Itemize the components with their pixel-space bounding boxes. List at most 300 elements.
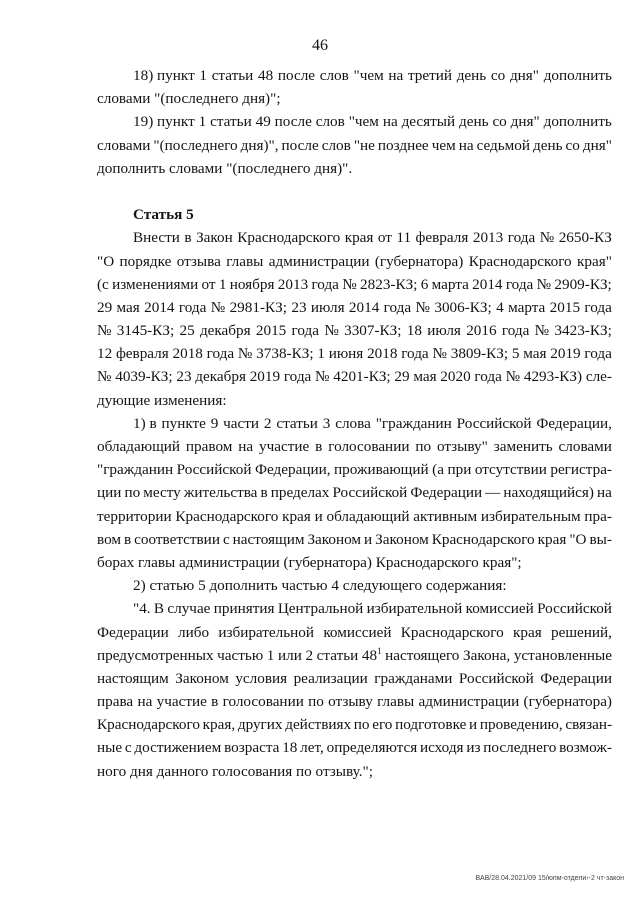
word: 49 — [255, 113, 271, 131]
word: из — [466, 739, 481, 757]
word: соответствии — [134, 530, 220, 548]
word: обладающий — [326, 507, 410, 525]
word: позднее — [377, 136, 429, 154]
word: Закон — [196, 229, 233, 247]
word: "гражданин — [97, 461, 174, 479]
word: при — [447, 461, 472, 479]
word: последнего — [483, 739, 557, 757]
word: третий — [407, 67, 453, 84]
word: по — [308, 693, 324, 711]
word: 25 — [179, 322, 195, 340]
word: 4293-КЗ) — [523, 368, 583, 386]
word: № — [324, 322, 339, 340]
word: "О — [569, 530, 587, 548]
word: по — [415, 438, 432, 455]
word: $48^1$ — [361, 645, 382, 664]
word: Российской — [176, 461, 252, 479]
word: года — [383, 298, 412, 316]
word: активным — [413, 507, 478, 525]
word: администрации — [268, 252, 370, 270]
word: день — [456, 67, 487, 84]
word: 2 — [305, 646, 314, 664]
word: декабря — [195, 368, 246, 386]
word: "О — [97, 252, 115, 270]
text-line — [97, 713, 612, 736]
word: настоящим — [232, 530, 305, 548]
word: по — [353, 716, 370, 734]
word: 12 — [97, 345, 113, 363]
word: 2016 — [466, 322, 497, 340]
word: после — [274, 113, 312, 131]
word: № — [539, 229, 555, 247]
word: года — [178, 298, 207, 316]
word: на — [388, 67, 404, 84]
text-line — [97, 389, 612, 412]
word: 2823-КЗ; — [360, 275, 418, 293]
word: Федерации, — [255, 461, 331, 479]
word: марта — [431, 275, 469, 293]
word: Внести — [133, 229, 180, 247]
word: 3307-КЗ; — [344, 322, 402, 340]
word: 2014 — [144, 298, 175, 316]
word: Законом — [307, 530, 362, 548]
word: от — [201, 275, 216, 293]
word: (а — [432, 461, 444, 479]
word: от — [377, 229, 392, 247]
word: 2020 — [440, 368, 471, 386]
word: № — [342, 275, 357, 293]
paragraph-gap — [97, 180, 612, 203]
text-line — [97, 342, 612, 365]
word: настоящего — [385, 646, 460, 664]
text-line — [97, 644, 612, 667]
word: 11 — [396, 229, 412, 247]
text-line — [97, 574, 612, 597]
word: отзыва — [176, 252, 221, 270]
word: в — [184, 229, 192, 247]
word: вом — [97, 530, 121, 548]
text-line — [97, 250, 612, 273]
word: решений, — [550, 623, 612, 641]
word: № — [210, 298, 226, 316]
word: Законом — [175, 669, 229, 687]
word: словами "(последнего дня)"; — [97, 90, 281, 108]
word: мая — [523, 345, 547, 363]
word: исходя — [419, 739, 464, 757]
word: слов — [321, 136, 351, 154]
text-line — [97, 134, 612, 157]
word: "(последнего — [153, 136, 238, 154]
text-line — [97, 412, 612, 435]
word: 3 — [322, 414, 331, 432]
word: Федерации — [97, 623, 169, 641]
word: (с — [97, 275, 109, 293]
word: 2019 — [249, 368, 281, 386]
word: достижением — [134, 739, 222, 757]
word: месту — [143, 484, 181, 502]
word: Краснодарского — [468, 252, 572, 270]
word: 1 — [266, 646, 275, 664]
word: десятый — [401, 113, 456, 131]
word: мая — [116, 298, 140, 316]
word: дополнить — [543, 67, 612, 84]
word: предусмотренных — [97, 646, 214, 664]
word: 2014 — [348, 298, 380, 316]
word: В — [153, 600, 165, 618]
word: установленные — [513, 646, 612, 664]
word: регистра- — [550, 461, 612, 479]
word: № — [315, 368, 330, 386]
word: голосовании — [328, 438, 410, 455]
word: № — [97, 368, 112, 386]
word: дующие изменения: — [97, 391, 227, 409]
word: 2013 — [277, 275, 309, 293]
word: 2015 — [255, 322, 287, 340]
word: края — [344, 229, 374, 247]
word: возмож- — [559, 739, 612, 757]
word: территории — [97, 507, 172, 525]
word: связан- — [565, 716, 612, 734]
word: 18 — [406, 322, 422, 340]
word: проведению, — [479, 716, 563, 734]
word: 9 — [210, 414, 219, 432]
word: и — [314, 507, 323, 525]
word: 2018 — [172, 345, 203, 363]
word: 4039-КЗ; — [115, 368, 173, 386]
word: № — [432, 345, 447, 363]
word: 23 — [291, 298, 307, 316]
word: подготовке — [395, 716, 467, 734]
word: главы — [377, 693, 415, 711]
word: Российской — [332, 484, 408, 502]
word: пункте — [161, 414, 206, 432]
word: со — [565, 136, 580, 154]
word: на — [238, 438, 254, 455]
text-line — [97, 597, 612, 620]
word: 18) пункт — [133, 67, 195, 84]
word: 2018 — [367, 345, 398, 363]
word: избирательным — [480, 507, 581, 525]
word: гражданами — [374, 669, 453, 687]
word: действиях — [285, 716, 352, 734]
word: участие — [259, 438, 310, 455]
word: — — [485, 484, 501, 502]
word: 4201-КЗ; — [333, 368, 391, 386]
word: 2013 — [472, 229, 504, 247]
word: 18 — [282, 739, 298, 757]
word: день — [533, 136, 563, 154]
word: после — [281, 136, 319, 154]
word: № — [415, 298, 430, 316]
word: статьи — [276, 414, 318, 432]
word: голосовании — [222, 693, 304, 711]
word: лет, — [300, 739, 324, 757]
word: по — [124, 484, 141, 502]
word: сле- — [585, 368, 612, 386]
word: 2 — [263, 414, 272, 432]
word: отзыву" — [436, 438, 488, 455]
word: "4. — [133, 600, 151, 618]
word: Краснодарского — [97, 716, 200, 734]
word: края — [282, 507, 311, 525]
text-line — [97, 435, 612, 458]
word: жительства — [183, 484, 258, 502]
word: комиссией — [323, 623, 392, 641]
word: и — [364, 530, 373, 548]
word: Федерации — [410, 484, 483, 502]
word: № — [536, 275, 552, 293]
word: со — [490, 67, 506, 84]
word: года — [206, 345, 235, 363]
word: после — [277, 67, 316, 84]
word: слов — [319, 67, 349, 84]
word: 3006-КЗ; — [434, 298, 492, 316]
word: отсутствии — [474, 461, 547, 479]
word: 2014 — [472, 275, 503, 293]
word: 2981-КЗ; — [229, 298, 287, 316]
word: края — [512, 623, 542, 641]
word: со — [492, 113, 507, 131]
word: 1 — [317, 345, 325, 363]
word: седьмой — [476, 136, 531, 154]
text-line — [97, 760, 612, 783]
word: года — [501, 322, 530, 340]
word: 2) статью 5 дополнить частью 4 следующего содержания: — [133, 577, 507, 595]
word: Российской — [537, 600, 612, 618]
word: в — [315, 438, 323, 455]
word: "гражданин — [375, 414, 452, 432]
word: 3738-КЗ; — [256, 345, 314, 363]
word: края" — [577, 252, 612, 270]
word: 48 — [257, 67, 274, 84]
word: избирательной — [218, 623, 315, 641]
word: Федерации, — [536, 414, 612, 432]
word: 2909-КЗ; — [554, 275, 612, 293]
text-line — [97, 87, 612, 110]
word: года — [584, 345, 612, 363]
word: и — [469, 716, 478, 734]
word: года — [505, 275, 534, 293]
word: 23 — [176, 368, 192, 386]
text-line — [97, 481, 612, 504]
word: в — [260, 484, 268, 502]
word: края, — [202, 716, 236, 734]
word: Российской — [458, 669, 534, 687]
word: 2019 — [550, 345, 581, 363]
word: чем — [431, 136, 456, 154]
word: ноября — [229, 275, 275, 293]
word: на — [458, 136, 474, 154]
word: № — [505, 368, 521, 386]
word: 5 — [511, 345, 520, 363]
word: словами — [558, 438, 612, 455]
word: порядке — [119, 252, 172, 270]
word: пра- — [584, 507, 612, 525]
word: 1) в — [133, 414, 157, 432]
word: права — [97, 693, 134, 711]
word: марта — [508, 298, 546, 316]
word: февраля — [415, 229, 469, 247]
word: или — [278, 646, 302, 664]
word: избирательной — [366, 600, 463, 618]
word: статьи — [316, 646, 359, 664]
word: дня)", — [240, 136, 279, 154]
text-line — [97, 365, 612, 388]
text-line — [97, 690, 612, 713]
word: правом — [185, 438, 233, 455]
word: с — [124, 739, 132, 757]
word: на — [137, 693, 153, 711]
text-line — [97, 528, 612, 551]
word: Краснодарского — [431, 530, 535, 548]
word: изменениями — [112, 275, 199, 293]
word: пределах — [270, 484, 330, 502]
word: года — [283, 368, 312, 386]
page-number: 46 — [312, 37, 328, 54]
word: настоящим — [97, 669, 169, 687]
word: Центральной — [277, 600, 364, 618]
word: 2650-КЗ — [558, 229, 612, 247]
word: 19) пункт — [133, 113, 195, 131]
footer-stamp: ВАВ/28.04.2021/09 15/юпм-отдели›-2 чт-закон — [475, 875, 624, 882]
word: условия — [235, 669, 288, 687]
word: Федерации — [540, 669, 612, 687]
word: случае — [167, 600, 211, 618]
word: словами — [97, 136, 151, 154]
word: Краснодарского — [400, 623, 504, 641]
word: 1 — [199, 67, 207, 84]
word: "чем — [353, 67, 384, 84]
text-line — [97, 667, 612, 690]
word: июля — [427, 322, 461, 340]
word: вы- — [589, 530, 612, 548]
word: 29 — [394, 368, 410, 386]
word: года — [311, 275, 339, 293]
word: мая — [413, 368, 437, 386]
word: года — [401, 345, 429, 363]
word: заменить — [493, 438, 553, 455]
word: ции — [97, 484, 122, 502]
word: в — [123, 530, 132, 548]
word: частью — [217, 646, 264, 664]
word: 3423-КЗ; — [554, 322, 612, 340]
word: Краснодарского — [237, 229, 341, 247]
word: главы — [226, 252, 264, 270]
word: дня" — [582, 136, 612, 154]
word: 6 — [420, 275, 429, 293]
word: проживающий — [334, 461, 429, 479]
word: ные — [97, 739, 123, 757]
word: борах главы администрации (губернатора) Краснодарского края"; — [97, 553, 522, 571]
word: 4 — [496, 298, 504, 316]
word: находящийся) — [503, 484, 594, 502]
word: в — [211, 693, 219, 711]
document-body — [97, 64, 612, 783]
word: на — [382, 113, 398, 131]
text-line — [97, 319, 612, 342]
word: день — [459, 113, 489, 131]
word: администрации — [418, 693, 520, 711]
word: статьи — [210, 113, 252, 131]
word: Краснодарского — [175, 507, 279, 525]
word: "не — [353, 136, 375, 154]
text-line — [97, 505, 612, 528]
text-line — [97, 226, 612, 249]
word: дня" — [510, 113, 540, 131]
superscript: 1 — [377, 645, 382, 656]
word: года — [584, 298, 612, 316]
word: ного дня данного голосования по отзыву."; — [97, 762, 373, 780]
word: возраста — [224, 739, 280, 757]
word: года — [507, 229, 536, 247]
word: статьи — [211, 67, 254, 84]
word: слова — [335, 414, 371, 432]
word: дня" — [509, 67, 539, 84]
word: "чем — [348, 113, 379, 131]
word: дополнить — [543, 113, 612, 131]
word: (губернатора) — [523, 693, 612, 711]
word: февраля — [115, 345, 169, 363]
word: реализации — [293, 669, 368, 687]
word: № — [534, 322, 550, 340]
text-line — [97, 296, 612, 319]
text-line — [97, 273, 612, 296]
word: отзыву — [328, 693, 373, 711]
word: его — [372, 716, 393, 734]
text-line — [97, 551, 612, 574]
word: № — [97, 322, 112, 340]
word: июля — [310, 298, 345, 316]
word: принятия — [213, 600, 275, 618]
word: Статья 5 — [133, 206, 194, 224]
word: с — [222, 530, 230, 548]
word: либо — [178, 623, 210, 641]
text-line — [97, 110, 612, 133]
word: года — [474, 368, 502, 386]
word: Законом — [375, 530, 429, 548]
text-line — [97, 458, 612, 481]
text-line — [97, 621, 612, 644]
article-heading — [97, 203, 612, 226]
word: 1 — [198, 113, 207, 131]
word: края — [537, 530, 567, 548]
word: декабря — [199, 322, 251, 340]
word: на — [596, 484, 612, 502]
word: июня — [328, 345, 364, 363]
text-line — [97, 64, 612, 87]
word: 2015 — [549, 298, 581, 316]
text-line — [97, 736, 612, 759]
word: комиссией — [465, 600, 534, 618]
word: дополнить словами "(последнего дня)". — [97, 159, 353, 177]
word: 3809-КЗ; — [450, 345, 509, 363]
word: участие — [156, 693, 207, 711]
word: № — [237, 345, 253, 363]
word: Российской — [456, 414, 532, 432]
word: 29 — [97, 298, 113, 316]
word: 1 — [218, 275, 227, 293]
word: года — [291, 322, 320, 340]
word: определяются — [326, 739, 418, 757]
word: обладающий — [97, 438, 181, 455]
word: части — [223, 414, 260, 432]
word: слов — [315, 113, 345, 131]
text-line — [97, 157, 612, 180]
word: (губернатора) — [374, 252, 464, 270]
word: Закона, — [463, 646, 511, 664]
word: 3145-КЗ; — [116, 322, 175, 340]
word: других — [237, 716, 283, 734]
